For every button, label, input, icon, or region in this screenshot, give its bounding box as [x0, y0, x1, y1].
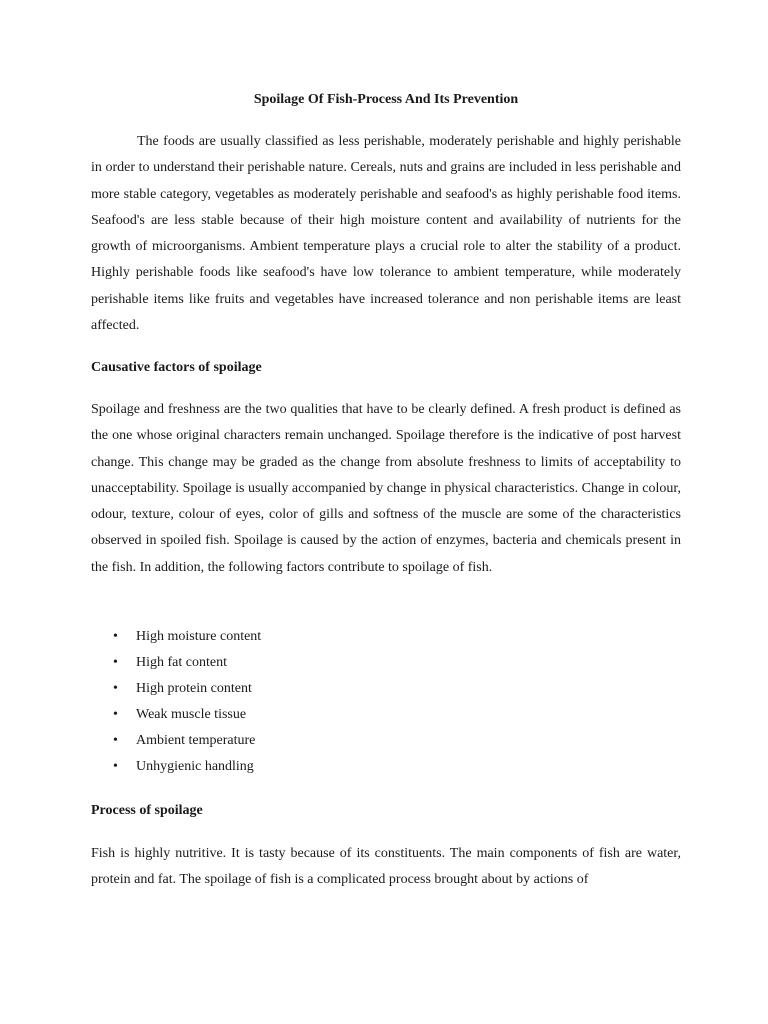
bullet-icon: • [113, 733, 118, 748]
section-heading-process-of-spoilage: Process of spoilage [91, 803, 203, 818]
process-of-spoilage-paragraph: Fish is highly nutritive. It is tasty because of its constituents. The main components of fish are water, protein and fat. The spoilage of fish is a complicated process brought about by actions of [91, 846, 681, 888]
list-item: • Weak muscle tissue [91, 702, 261, 728]
list-item: • Ambient temperature [91, 728, 261, 754]
factors-list [91, 624, 261, 780]
list-item: • High fat content [91, 650, 261, 676]
bullet-icon: • [113, 759, 118, 774]
section-heading-causative-factors: Causative factors of spoilage [91, 360, 262, 375]
bullet-icon: • [113, 629, 118, 644]
list-item: • Unhygienic handling [91, 754, 261, 780]
list-item: • High protein content [91, 676, 261, 702]
document-title: Spoilage Of Fish-Process And Its Prevention [253, 92, 519, 107]
bullet-icon: • [113, 707, 118, 722]
causative-factors-paragraph: Spoilage and freshness are the two qualities that have to be clearly defined. A fresh product is defined as the one whose original characters remain unchanged. Spoilage therefore is the indicative of post harvest change. This change may be graded as the change from absolute freshness to limits of acceptability to unacceptability. Spoilage is usually accompanied by change in physical characteristics. Change in colour, odour, texture, colour of eyes, color of gills and softness of the muscle are some of the characteristics observed in spoiled fish. Spoilage is caused by the action of enzymes, bacteria and chemicals present in the fish. In addition, the following factors contribute to spoilage of fish. [91, 402, 681, 575]
intro-paragraph: The foods are usually classified as less perishable, moderately perishable and highly perishable in order to understand their perishable nature. Cereals, nuts and grains are included in less perishable and more stable category, vegetables as moderately perishable and seafood's as highly perishable food items. Seafood's are less stable because of their high moisture content and availability of nutrients for the growth of microorganisms. Ambient temperature plays a crucial role to alter the stability of a product. Highly perishable foods like seafood's have low tolerance to ambient temperature, while moderately perishable items like fruits and vegetables have increased tolerance and non perishable items are least affected. [91, 134, 681, 334]
list-item: • High moisture content [91, 624, 261, 650]
bullet-icon: • [113, 681, 118, 696]
bullet-icon: • [113, 655, 118, 670]
